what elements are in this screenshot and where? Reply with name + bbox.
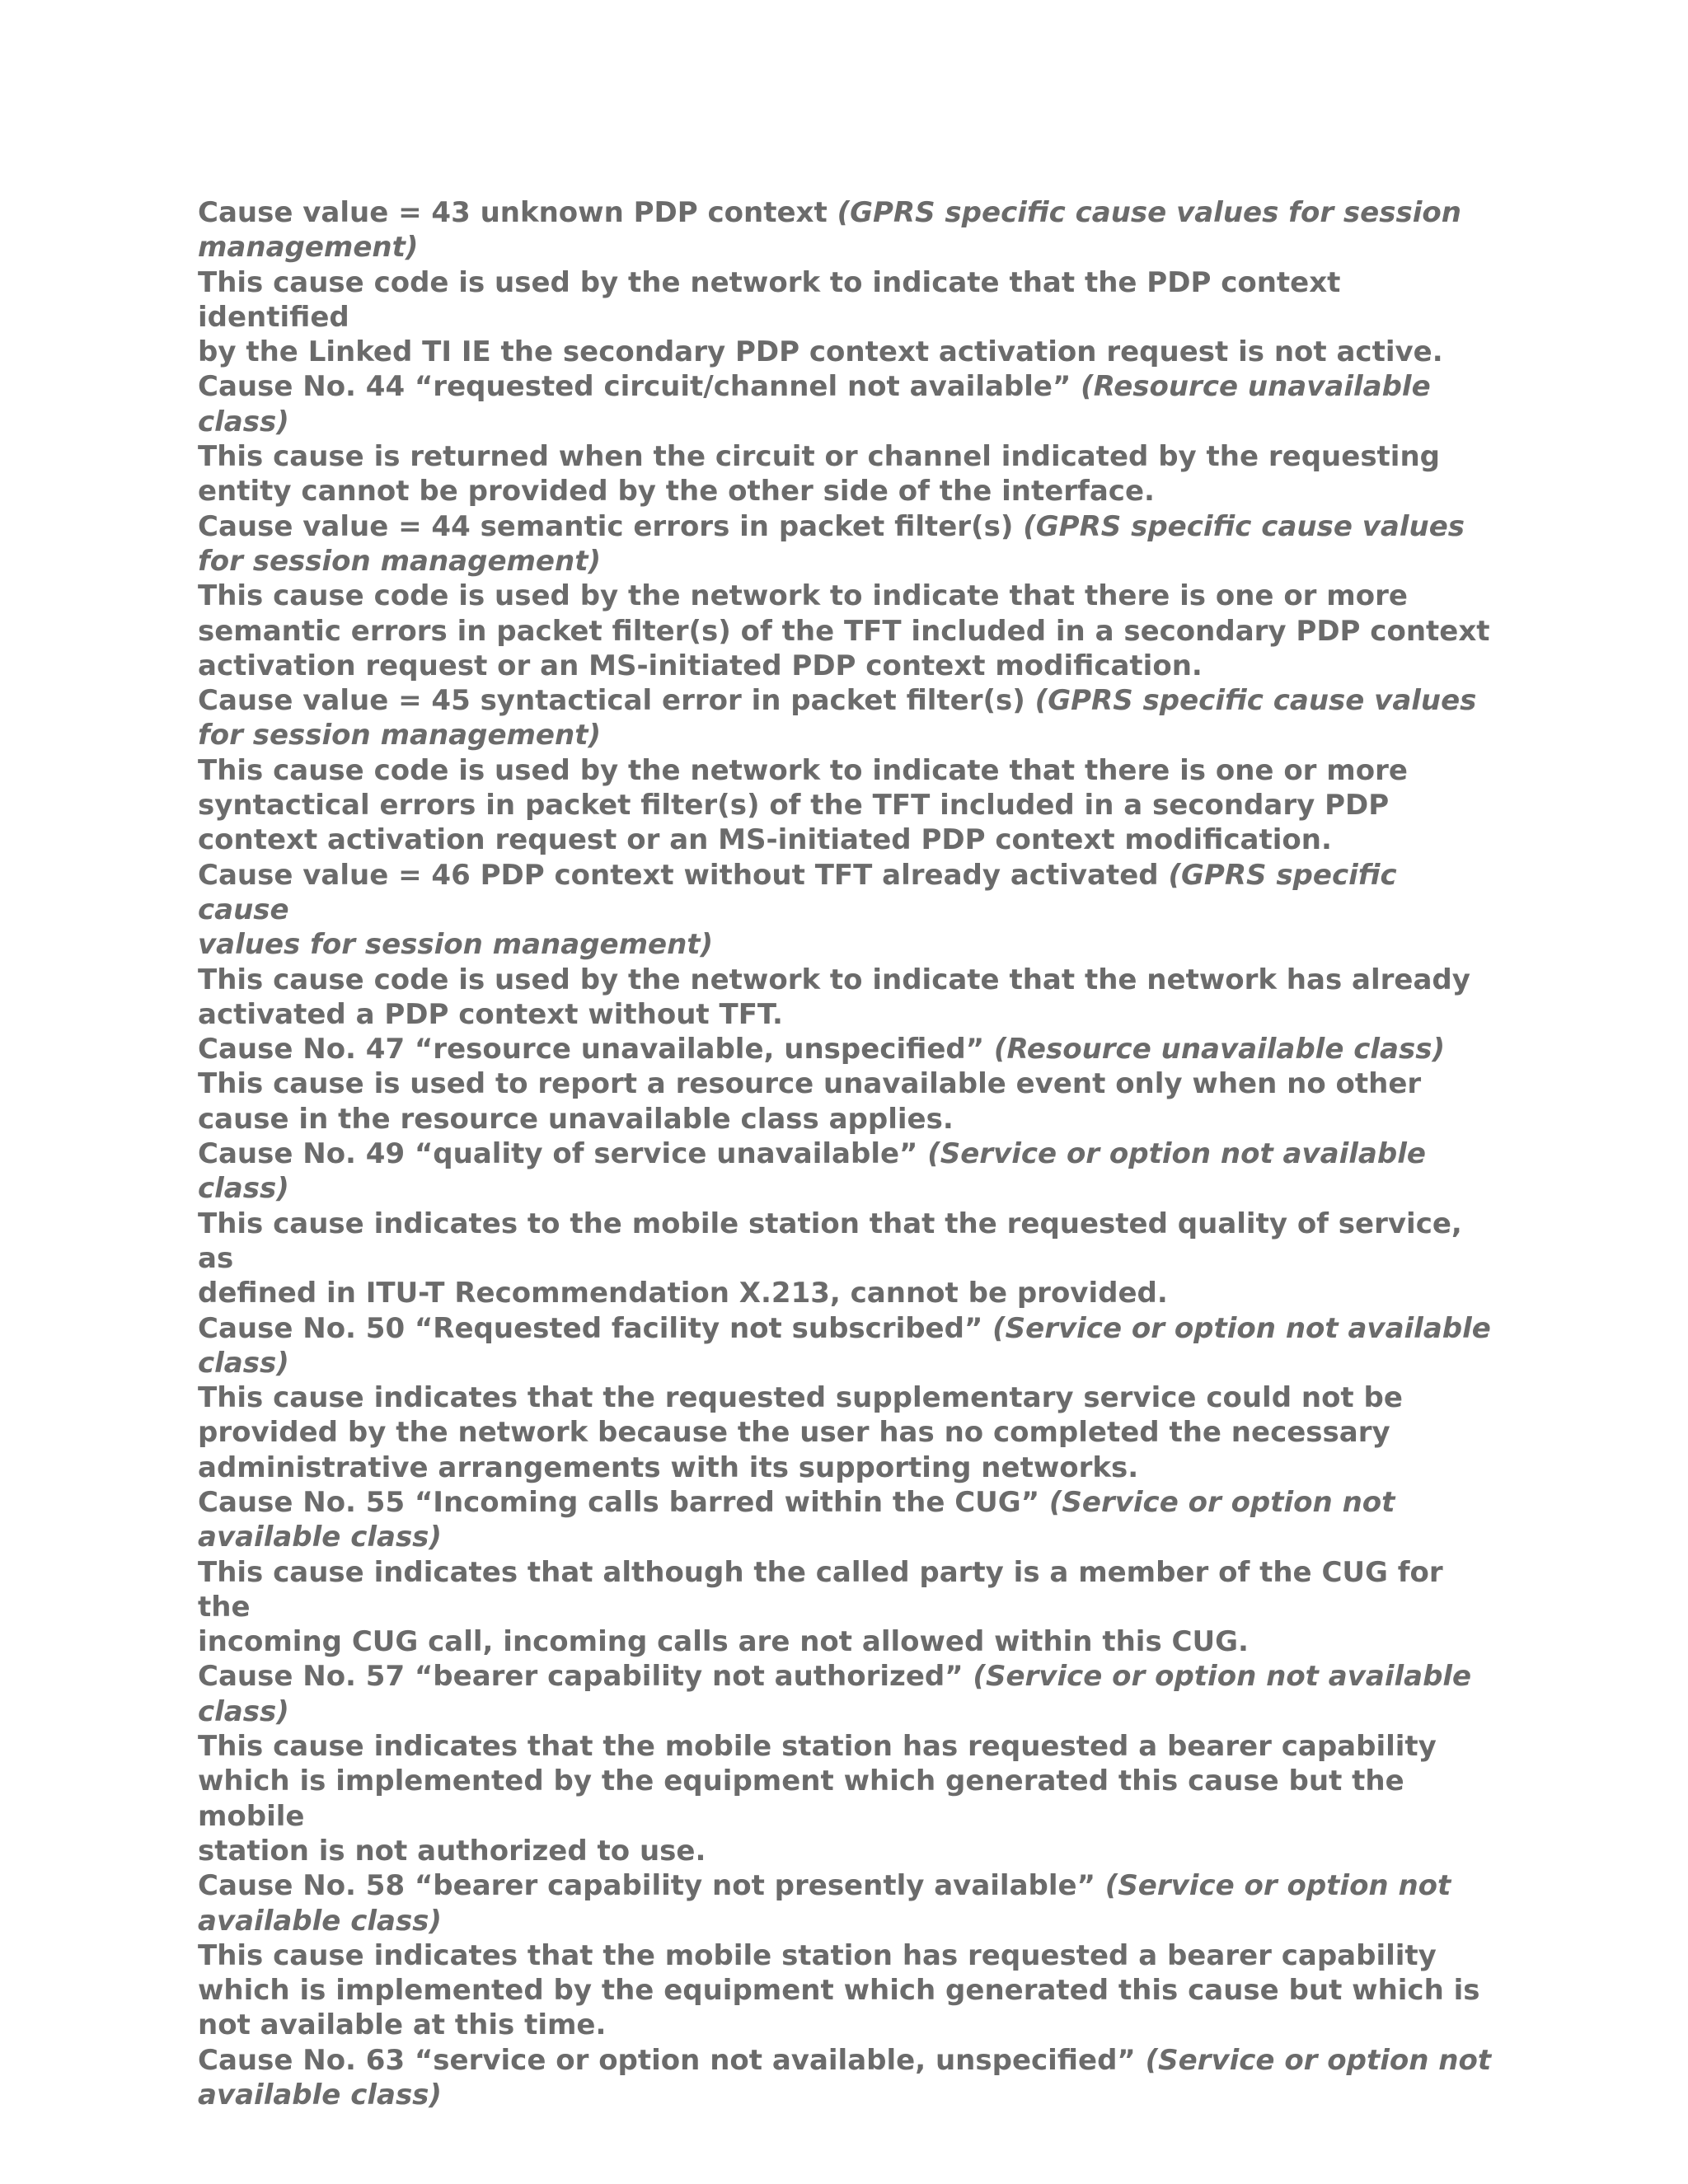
cause-entry-49: [198, 1137, 1492, 1310]
cause-title: Cause No. 57 “bearer capability not authorized”: [198, 1660, 973, 1694]
cause-class: (Service or option not available class): [198, 2043, 1492, 2112]
cause-class: (GPRS specific cause values for session management): [198, 196, 1461, 265]
cause-heading: [198, 1485, 1492, 1555]
cause-description: This cause code is used by the network to indicate that there is one or more syntactical errors in packet filter(s) of the TFT included in a secondary PDP context activation request or an MS-initiated PDP context modification.: [198, 753, 1408, 857]
cause-class: (Service or option not available class): [198, 1485, 1395, 1554]
cause-title: Cause No. 58 “bearer capability not presently available”: [198, 1869, 1105, 1903]
cause-entry-63: [198, 2043, 1492, 2113]
cause-title: Cause value = 46 PDP context without TFT already activated: [198, 858, 1169, 892]
cause-heading: [198, 1137, 1492, 1207]
cause-title: Cause value = 43 unknown PDP context: [198, 196, 837, 229]
cause-heading: [198, 858, 1492, 963]
cause-heading: [198, 369, 1492, 439]
cause-title: Cause No. 50 “Requested facility not subscribed”: [198, 1311, 993, 1345]
cause-description: This cause is returned when the circuit or channel indicated by the requesting entity cannot be provided by the other side of the interface.: [198, 440, 1441, 509]
cause-entry-44a: [198, 369, 1492, 509]
cause-class: (Resource unavailable class): [198, 370, 1431, 438]
cause-title: Cause value = 45 syntactical error in packet filter(s): [198, 684, 1035, 718]
cause-heading: [198, 1032, 1492, 1066]
cause-heading: [198, 509, 1492, 579]
cause-heading: [198, 195, 1492, 265]
cause-entry-44b: [198, 509, 1492, 683]
cause-entry-45: [198, 683, 1492, 857]
cause-heading: [198, 1311, 1492, 1381]
cause-heading: [198, 1868, 1492, 1938]
cause-title: Cause No. 55 “Incoming calls barred within the CUG”: [198, 1485, 1049, 1519]
cause-entry-57: [198, 1659, 1492, 1868]
cause-entry-55: [198, 1485, 1492, 1659]
cause-heading: [198, 1659, 1492, 1729]
cause-class: (Service or option not available class): [198, 1137, 1426, 1206]
cause-class: (GPRS specific cause values for session management): [198, 509, 1465, 578]
cause-description: This cause indicates that although the called party is a member of the CUG for the incoming CUG call, incoming calls are not allowed within this CUG.: [198, 1555, 1443, 1659]
cause-description: This cause is used to report a resource unavailable event only when no other cause in the resource unavailable class applies.: [198, 1067, 1422, 1136]
cause-description: This cause indicates that the mobile station has requested a bearer capability which is implemented by the equipment which generated this cause but which is not available at this time.: [198, 1938, 1480, 2042]
cause-heading: [198, 2043, 1492, 2113]
document-page: [198, 195, 1492, 2112]
cause-description: This cause indicates that the requested supplementary service could not be provided by the network because the user has no completed the necessary administrative arrangements with its supporting networks.: [198, 1381, 1403, 1484]
cause-class: (Service or option not available class): [198, 1311, 1491, 1380]
cause-title: Cause No. 49 “quality of service unavailable”: [198, 1137, 928, 1171]
cause-class: (Service or option not available class): [198, 1660, 1472, 1728]
cause-description: This cause indicates that the mobile station has requested a bearer capability which is implemented by the equipment which generated this cause but the mobile station is not authorized to use.: [198, 1730, 1437, 1868]
cause-entry-46: [198, 858, 1492, 1032]
cause-title: Cause No. 44 “requested circuit/channel not available”: [198, 370, 1081, 404]
cause-description: This cause indicates to the mobile station that the requested quality of service, as defined in ITU-T Recommendation X.213, cannot be provided.: [198, 1207, 1462, 1310]
cause-entry-47: [198, 1032, 1492, 1137]
cause-description: This cause code is used by the network to indicate that the PDP context identified by the Linked TI IE the secondary PDP context activation request is not active.: [198, 265, 1443, 369]
cause-class: (GPRS specific cause values for session management): [198, 858, 1397, 962]
cause-entry-43: [198, 195, 1492, 369]
cause-heading: [198, 683, 1492, 753]
cause-class: (Service or option not available class): [198, 1869, 1451, 1938]
cause-description: This cause code is used by the network to indicate that the network has already activated a PDP context without TFT.: [198, 963, 1470, 1031]
cause-class: (GPRS specific cause values for session management): [198, 684, 1477, 752]
cause-title: Cause value = 44 semantic errors in packet filter(s): [198, 509, 1024, 543]
cause-title: Cause No. 47 “resource unavailable, unspecified”: [198, 1033, 994, 1066]
cause-entry-58: [198, 1868, 1492, 2042]
cause-class: (Resource unavailable class): [993, 1033, 1445, 1066]
cause-description: This cause code is used by the network to indicate that there is one or more semantic errors in packet filter(s) of the TFT included in a secondary PDP context activation request or an MS-initiated PDP context modification.: [198, 579, 1490, 682]
cause-title: Cause No. 63 “service or option not available, unspecified”: [198, 2043, 1146, 2077]
cause-entry-50: [198, 1311, 1492, 1485]
